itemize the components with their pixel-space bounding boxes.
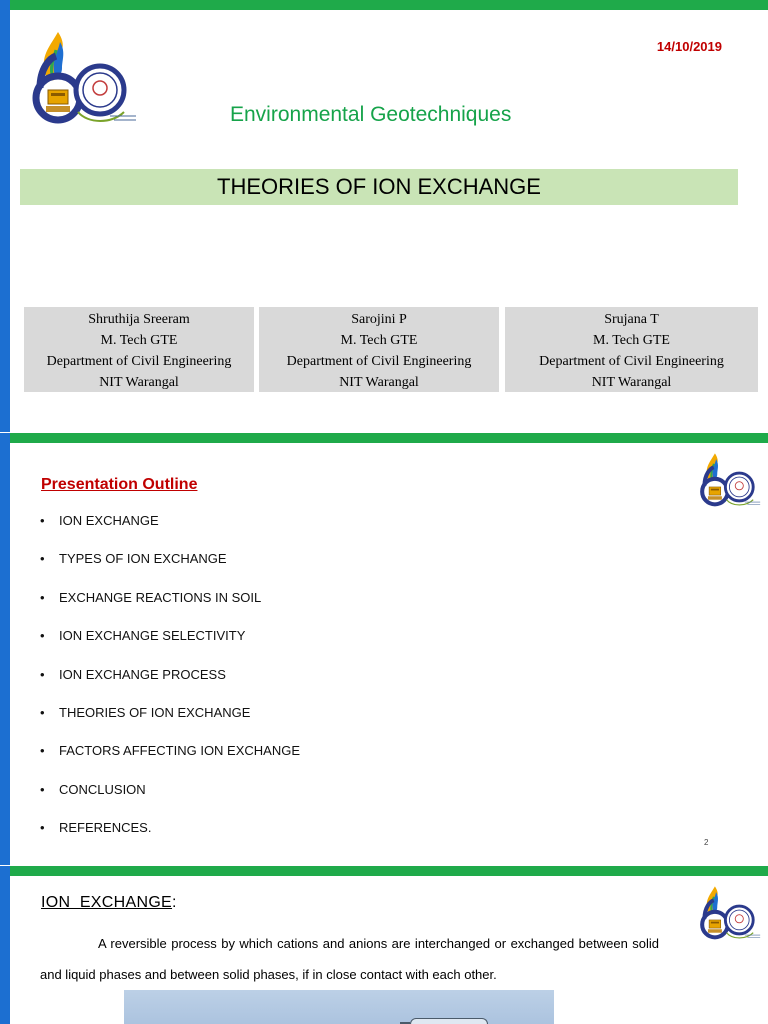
left-accent-bar <box>0 0 10 432</box>
author-department: Department of Civil Engineering <box>539 354 724 369</box>
author-name: Sarojini P <box>351 312 407 327</box>
list-item: • FACTORS AFFECTING ION EXCHANGE <box>40 743 301 759</box>
author-institute: NIT Warangal <box>591 375 672 390</box>
top-accent-bar <box>0 866 768 876</box>
list-item: • EXCHANGE REACTIONS IN SOIL <box>40 589 262 605</box>
list-item: • ION EXCHANGE <box>40 513 159 528</box>
section-heading: ION EXCHANGE: <box>41 894 177 911</box>
author-department: Department of Civil Engineering <box>286 354 472 369</box>
institute-logo-icon <box>28 28 140 128</box>
presentation-title: THEORIES OF ION EXCHANGE <box>20 169 738 205</box>
author-institute: NIT Warangal <box>99 375 179 390</box>
left-accent-bar <box>0 866 10 1024</box>
page-number: 2 <box>704 838 709 847</box>
left-accent-bar <box>0 433 10 865</box>
author-degree: M. Tech GTE <box>100 333 178 348</box>
list-item: • ION EXCHANGE PROCESS <box>40 666 226 682</box>
outline-heading: Presentation Outline <box>41 476 198 493</box>
list-item: • TYPES OF ION EXCHANGE <box>40 551 227 567</box>
list-item: • ION EXCHANGE SELECTIVITY <box>40 628 246 644</box>
outline-list <box>40 513 300 859</box>
title-slide <box>0 0 768 432</box>
list-item: • THEORIES OF ION EXCHANGE <box>40 704 251 720</box>
author-card <box>259 307 499 392</box>
list-item: • REFERENCES. <box>40 820 152 836</box>
author-degree: M. Tech GTE <box>593 333 670 348</box>
author-name: Srujana T <box>604 312 659 327</box>
diagram-shape <box>410 1018 488 1024</box>
slide-date: 14/10/2019 <box>656 39 722 54</box>
top-accent-bar <box>0 0 768 10</box>
institute-logo-icon <box>697 884 763 942</box>
institute-logo-icon <box>697 451 763 509</box>
top-accent-bar <box>0 433 768 443</box>
author-department: Department of Civil Engineering <box>46 354 232 369</box>
course-subject: Environmental Geotechniques <box>230 103 512 126</box>
author-institute: NIT Warangal <box>339 375 419 390</box>
list-item: • CONCLUSION <box>40 781 146 797</box>
outline-slide <box>0 433 768 865</box>
ion-exchange-slide <box>0 866 768 1024</box>
definition-paragraph: A reversible process by which cations and anions are interchanged or exchanged between solid and liquid phases and between solid phases, if in close contact with each other. <box>40 936 659 982</box>
author-degree: M. Tech GTE <box>340 333 418 348</box>
author-card <box>505 307 758 392</box>
author-name: Shruthija Sreeram <box>88 312 190 327</box>
author-card <box>24 307 254 392</box>
diagram-figure <box>124 990 554 1024</box>
